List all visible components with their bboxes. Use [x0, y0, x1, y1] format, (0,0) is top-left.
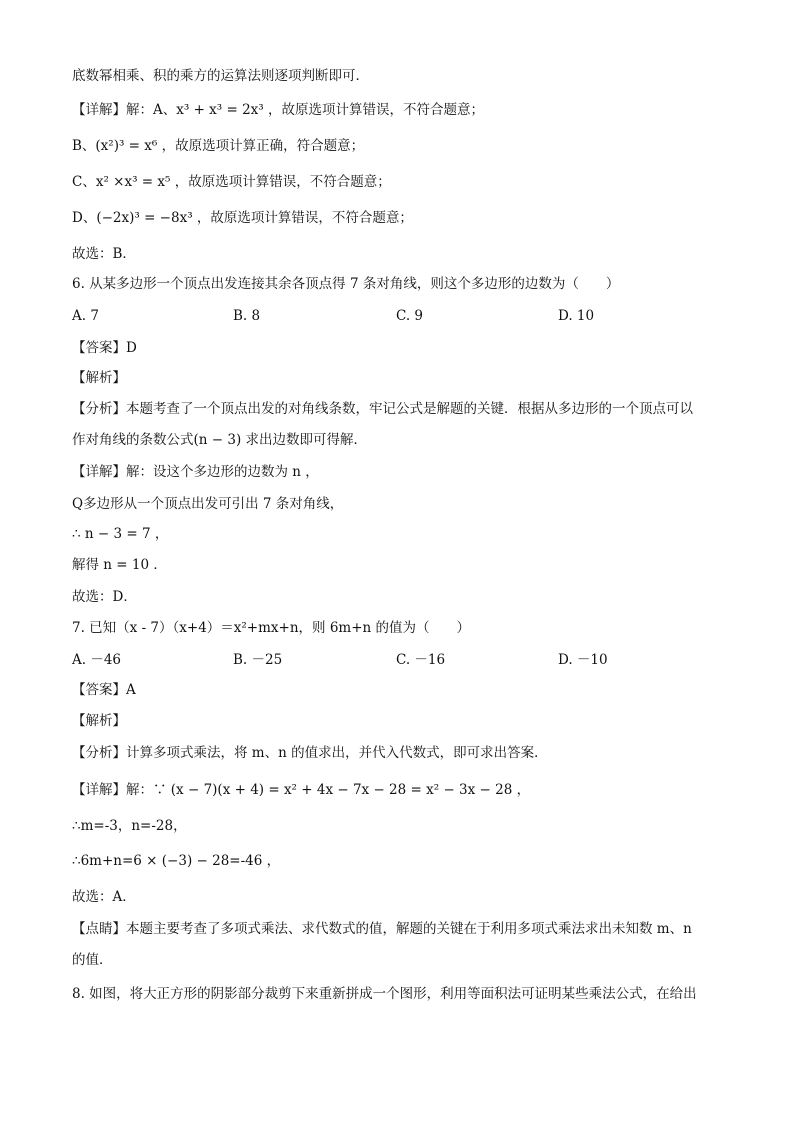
q6-option-c: C. 9: [396, 308, 424, 324]
q6-analysis-line: 作对角线的条数公式(n − 3) 求出边数即可得解．: [72, 432, 368, 448]
text-line: D、(−2x)³ = −8x³ ，故原选项计算错误，不符合题意；: [72, 210, 413, 226]
q6-answer: 【答案】D: [72, 340, 137, 356]
q7-option-b: B. －25: [233, 652, 283, 668]
q6-option-b: B. 8: [233, 308, 261, 324]
q7-remark-line: 的值．: [72, 952, 113, 968]
question-6-stem: 6. 从某多边形一个顶点出发连接其余各顶点得 7 条对角线，则这个多边形的边数为（ ）: [72, 276, 620, 292]
text-line: 底数幂相乘、积的乘方的运算法则逐项判断即可．: [72, 68, 369, 84]
q7-detail-line: ∴6m+n=6 × (−3) − 28=-46 ，: [72, 853, 281, 869]
q7-detail-line: ∴m=-3，n=-28，: [72, 818, 187, 834]
text-line: B、(x²)³ = x⁶ ，故原选项计算正确，符合题意；: [72, 138, 365, 154]
q7-choose: 故选：A．: [72, 889, 136, 905]
q6-analysis-label: 【解析】: [72, 370, 126, 386]
text-line: 故选：B．: [72, 246, 136, 262]
q6-detail-line: ∴ n − 3 = 7 ，: [72, 526, 169, 542]
q7-remark-line: 【点睛】本题主要考查了多项式乘法、求代数式的值，解题的关键在于利用多项式乘法求出未知数 m、n: [72, 921, 692, 937]
q6-option-d: D. 10: [558, 308, 595, 324]
q6-detail-line: 解得 n = 10 ．: [72, 557, 167, 573]
q7-analysis-line: 【分析】计算多项式乘法，将 m、n 的值求出，并代入代数式，即可求出答案．: [72, 745, 548, 761]
q7-option-d: D. －10: [558, 652, 608, 668]
q7-option-a: A. －46: [72, 652, 122, 668]
text-line: 【详解】解：A、x³ + x³ = 2x³ ，故原选项计算错误，不符合题意；: [72, 102, 484, 118]
q6-detail-line: Q多边形从一个顶点出发可引出 7 条对角线，: [72, 496, 344, 512]
q6-choose: 故选：D．: [72, 589, 137, 605]
text-line: C、x² ×x³ = x⁵ ，故原选项计算错误，不符合题意；: [72, 174, 391, 190]
q7-option-c: C. －16: [396, 652, 446, 668]
question-8-stem: 8. 如图，将大正方形的阴影部分裁剪下来重新拼成一个图形，利用等面积法可证明某些乘法公式，在给出: [72, 986, 697, 1002]
q7-detail-line: 【详解】解：∵ (x − 7)(x + 4) = x² + 4x − 7x − 28 = x² − 3x − 28 ，: [72, 782, 531, 798]
q6-option-a: A. 7: [72, 308, 99, 324]
q6-analysis-line: 【分析】本题考查了一个顶点出发的对角线条数，牢记公式是解题的关键．根据从多边形的一个顶点可以: [72, 401, 693, 417]
q6-detail-line: 【详解】解：设这个多边形的边数为 n ，: [72, 464, 319, 480]
question-7-stem: 7. 已知（x - 7）（x+4）＝x²+mx+n，则 6m+n 的值为（ ）: [72, 620, 471, 636]
q7-analysis-label: 【解析】: [72, 713, 126, 729]
q7-answer: 【答案】A: [72, 682, 136, 698]
